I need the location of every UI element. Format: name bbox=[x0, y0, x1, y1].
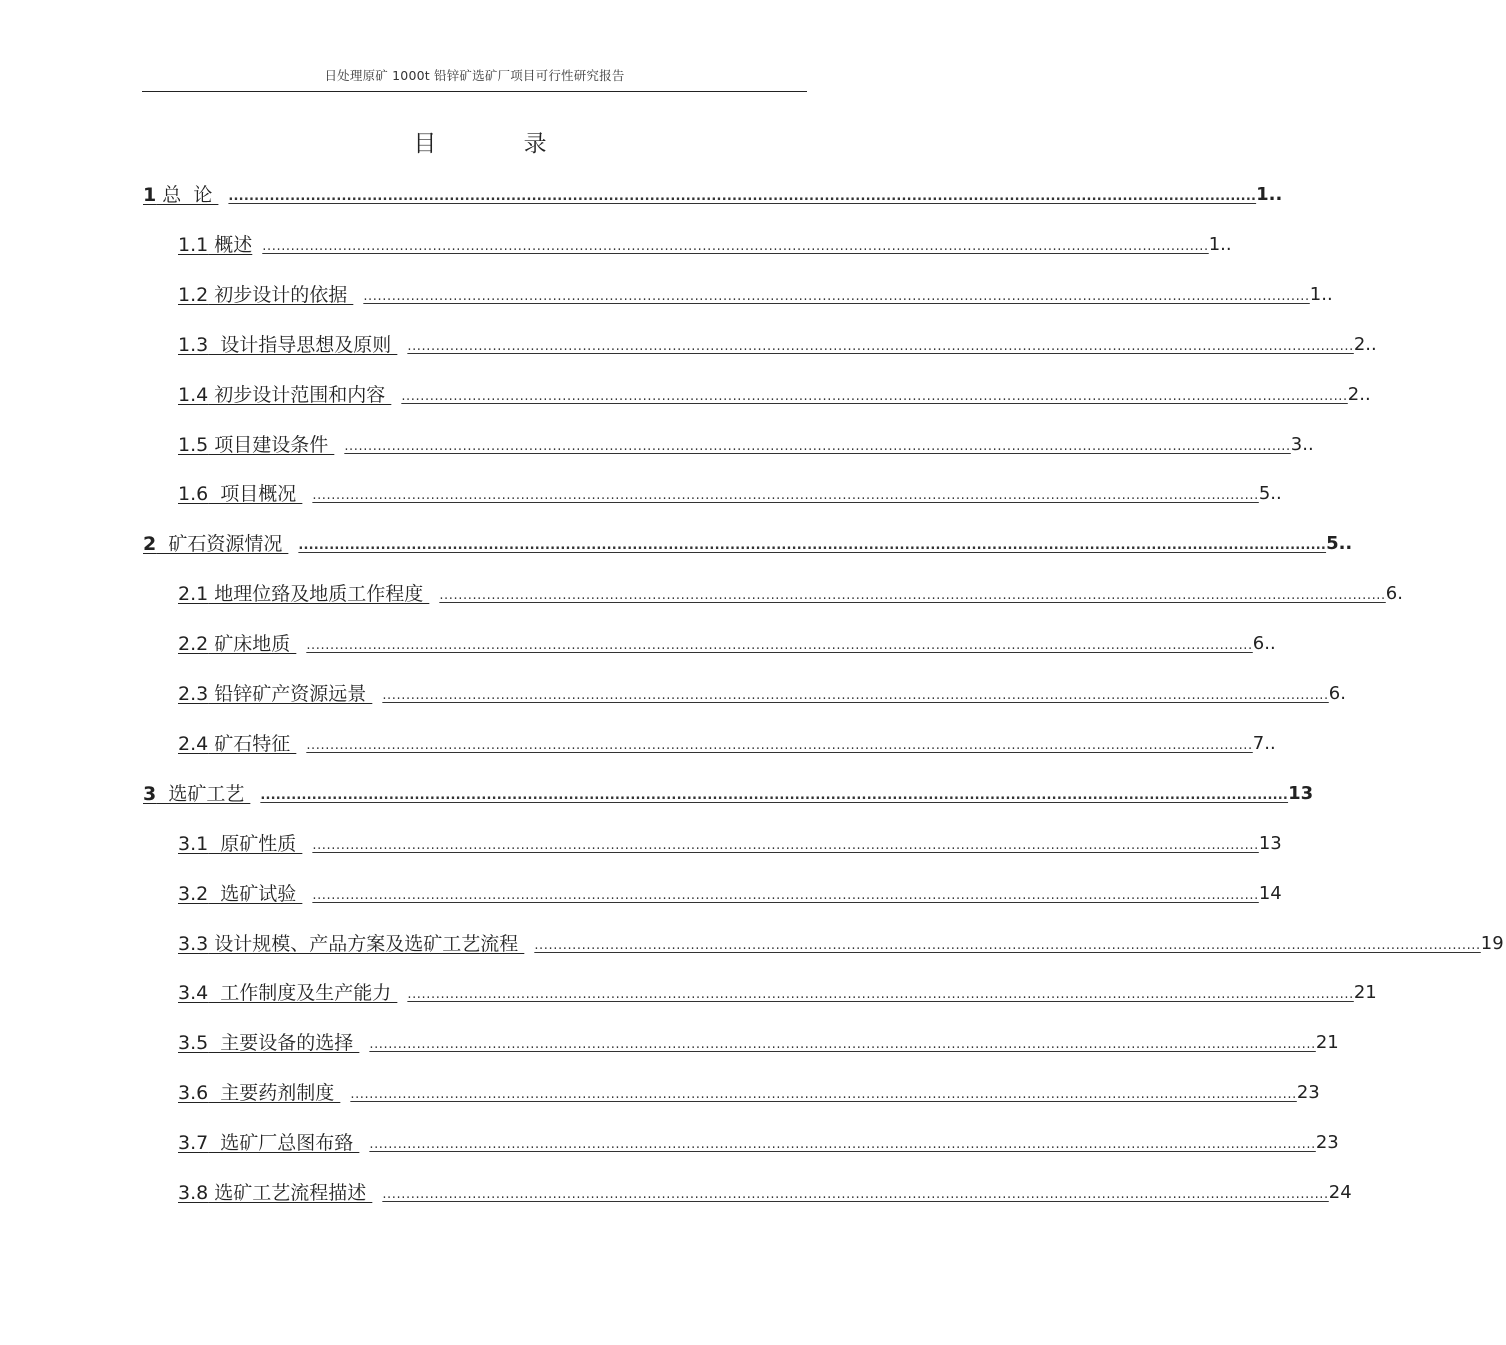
toc-entry-text: 选矿工艺流程描述 bbox=[208, 1182, 373, 1204]
toc-entry-number: 1.6 bbox=[178, 483, 209, 505]
toc-entry-text: 初步设计的依据 bbox=[208, 284, 354, 306]
toc-entry-page: 5.. bbox=[1326, 533, 1353, 554]
toc-entry-label bbox=[178, 332, 397, 358]
toc-entry-text: 总 论 bbox=[156, 184, 219, 206]
toc-entry-label bbox=[178, 1130, 359, 1156]
toc-entry-text: 地理位臵及地质工作程度 bbox=[208, 583, 430, 605]
toc-entry-text: 概述 bbox=[208, 234, 253, 256]
toc-entry-text: 铅锌矿产资源远景 bbox=[208, 683, 373, 705]
toc-entry-page: 7.. bbox=[1252, 733, 1276, 754]
toc-entry-page: 14 bbox=[1258, 883, 1282, 904]
toc-entry-label bbox=[178, 681, 372, 707]
toc-entry-page: 2.. bbox=[1347, 384, 1371, 405]
toc-entry-1-2[interactable] bbox=[178, 280, 1333, 308]
running-header: 日处理原矿 1000t 铅锌矿选矿厂项目可行性研究报告 bbox=[324, 68, 625, 83]
toc-leader-dots: ........................................................................................................................................................................................................ bbox=[306, 638, 1253, 653]
toc-leader-dots: ........................................................................................................................................................................................................ bbox=[363, 289, 1310, 304]
toc-entry-number: 1.5 bbox=[178, 434, 209, 456]
toc-entry-3[interactable] bbox=[143, 779, 1314, 807]
toc-leader-dots: ........................................................................................................................................................................................................ bbox=[401, 389, 1348, 404]
toc-entry-label bbox=[178, 1080, 340, 1106]
toc-leader-dots: ........................................................................................................................................................................................................ bbox=[312, 888, 1259, 903]
toc-entry-2-1[interactable] bbox=[178, 579, 1403, 607]
toc-leader-dots: ........................................................................................................................................................................................................ bbox=[382, 1187, 1329, 1202]
toc-leader-dots: ........................................................................................................................................................................................................ bbox=[306, 738, 1253, 753]
toc-entry-1-1[interactable] bbox=[178, 230, 1232, 258]
toc-entry-label bbox=[178, 1180, 372, 1206]
toc-entry-number: 3.7 bbox=[178, 1132, 209, 1154]
toc-entry-number: 2.2 bbox=[178, 633, 209, 655]
toc-leader-dots: ........................................................................................................................................................................................................ bbox=[439, 588, 1386, 603]
toc-entry-page: 6.. bbox=[1252, 633, 1276, 654]
toc-entry-text: 项目建设条件 bbox=[208, 434, 335, 456]
toc-entry-page: 3.. bbox=[1290, 434, 1314, 455]
toc-entry-number: 2.3 bbox=[178, 683, 209, 705]
toc-entry-3-7[interactable] bbox=[178, 1128, 1339, 1156]
toc-entry-number: 3.3 bbox=[178, 933, 209, 955]
toc-entry-label bbox=[178, 831, 302, 857]
toc-entry-number: 3.5 bbox=[178, 1032, 209, 1054]
toc-entry-1-5[interactable] bbox=[178, 430, 1314, 458]
toc-entry-page: 6. bbox=[1328, 683, 1346, 704]
toc-entry-label bbox=[178, 980, 397, 1006]
toc-leader-dots: ........................................................................................................................................................................................................ bbox=[369, 1137, 1316, 1152]
toc-entry-label bbox=[178, 581, 429, 607]
toc-entry-label bbox=[178, 1030, 359, 1056]
toc-entry-label bbox=[178, 931, 524, 957]
toc-leader-dots: ........................................................................................................................................................................................................ bbox=[369, 1037, 1316, 1052]
toc-entry-page: 1.. bbox=[1309, 284, 1333, 305]
toc-entry-page: 24 bbox=[1328, 1182, 1352, 1203]
toc-entry-text: 选矿试验 bbox=[208, 883, 303, 905]
toc-entry-text: 设计规模、产品方案及选矿工艺流程 bbox=[208, 933, 525, 955]
toc-entry-label bbox=[143, 781, 250, 807]
toc-entry-3-2[interactable] bbox=[178, 879, 1282, 907]
toc-entry-page: 6. bbox=[1385, 583, 1403, 604]
toc-entry-label bbox=[178, 481, 302, 507]
toc-entry-page: 23 bbox=[1296, 1082, 1320, 1103]
toc-entry-page: 2.. bbox=[1353, 334, 1377, 355]
toc-leader-dots: ........................................................................................................................................................................................................ bbox=[407, 987, 1354, 1002]
toc-entry-3-1[interactable] bbox=[178, 829, 1282, 857]
toc-entry-number: 2 bbox=[143, 533, 157, 555]
toc-entry-3-5[interactable] bbox=[178, 1028, 1339, 1056]
toc-entry-page: 13 bbox=[1288, 783, 1314, 804]
toc-entry-2-2[interactable] bbox=[178, 629, 1276, 657]
toc-leader-dots: ........................................................................................................................................................................................................ bbox=[262, 239, 1209, 254]
toc-entry-number: 2.4 bbox=[178, 733, 209, 755]
toc-entry-text: 矿石特征 bbox=[208, 733, 297, 755]
page-title: 目 录 bbox=[413, 131, 587, 157]
toc-entry-page: 21 bbox=[1315, 1032, 1339, 1053]
toc-entry-text: 主要设备的选择 bbox=[208, 1032, 360, 1054]
toc-entry-number: 1.2 bbox=[178, 284, 209, 306]
toc-entry-label bbox=[143, 182, 218, 208]
toc-leader-dots: ........................................................................................................................................................................................................ bbox=[312, 488, 1259, 503]
toc-entry-label bbox=[178, 731, 296, 757]
toc-entry-page: 1.. bbox=[1208, 234, 1232, 255]
toc-entry-text: 矿床地质 bbox=[208, 633, 297, 655]
toc-entry-number: 1 bbox=[143, 184, 157, 206]
toc-entry-number: 1.1 bbox=[178, 234, 209, 256]
toc-entry-page: 21 bbox=[1353, 982, 1377, 1003]
toc-entry-text: 项目概况 bbox=[208, 483, 303, 505]
toc-entry-number: 3.8 bbox=[178, 1182, 209, 1204]
toc-entry-label bbox=[143, 531, 288, 557]
toc-leader-dots: ........................................................................................................................................................................................................ bbox=[407, 339, 1354, 354]
toc-leader-dots: ........................................................................................................................................................................................................ bbox=[382, 688, 1329, 703]
toc-entry-page: 1.. bbox=[1256, 184, 1283, 205]
toc-entry-label bbox=[178, 432, 334, 458]
toc-entry-label bbox=[178, 881, 302, 907]
toc-entry-number: 2.1 bbox=[178, 583, 209, 605]
toc-entry-page: 23 bbox=[1315, 1132, 1339, 1153]
toc-entry-page: 13 bbox=[1258, 833, 1282, 854]
toc-entry-1[interactable] bbox=[143, 180, 1283, 208]
toc-entry-2-4[interactable] bbox=[178, 729, 1276, 757]
toc-entry-text: 设计指导思想及原则 bbox=[208, 334, 398, 356]
toc-entry-3-4[interactable] bbox=[178, 978, 1377, 1006]
toc-entry-text: 选矿工艺 bbox=[156, 783, 251, 805]
toc-entry-text: 工作制度及生产能力 bbox=[208, 982, 398, 1004]
toc-leader-dots: ........................................................................................................................................................................................................ bbox=[260, 788, 1289, 803]
toc-entry-number: 1.4 bbox=[178, 384, 209, 406]
toc-entry-3-6[interactable] bbox=[178, 1078, 1320, 1106]
toc-entry-1-6[interactable] bbox=[178, 479, 1282, 507]
toc-entry-label bbox=[178, 631, 296, 657]
toc-entry-label bbox=[178, 282, 353, 308]
toc-entry-text: 初步设计范围和内容 bbox=[208, 384, 392, 406]
toc-entry-2[interactable] bbox=[143, 529, 1353, 557]
toc-leader-dots: ........................................................................................................................................................................................................ bbox=[228, 189, 1257, 204]
toc-leader-dots: ........................................................................................................................................................................................................ bbox=[312, 838, 1259, 853]
toc-leader-dots: ........................................................................................................................................................................................................ bbox=[344, 439, 1291, 454]
toc-entry-page: 19 bbox=[1480, 933, 1504, 954]
toc-entry-text: 矿石资源情况 bbox=[156, 533, 289, 555]
toc-entry-2-3[interactable] bbox=[178, 679, 1346, 707]
toc-entry-number: 3.1 bbox=[178, 833, 209, 855]
toc-entry-page: 5.. bbox=[1258, 483, 1282, 504]
toc-entry-1-4[interactable] bbox=[178, 380, 1371, 408]
toc-entry-number: 3.4 bbox=[178, 982, 209, 1004]
toc-leader-dots: ........................................................................................................................................................................................................ bbox=[298, 538, 1327, 553]
toc-entry-text: 主要药剂制度 bbox=[208, 1082, 341, 1104]
toc-entry-1-3[interactable] bbox=[178, 330, 1377, 358]
toc-entry-number: 3.2 bbox=[178, 883, 209, 905]
toc-entry-text: 选矿厂总图布臵 bbox=[208, 1132, 360, 1154]
toc-entry-label bbox=[178, 382, 391, 408]
toc-entry-text: 原矿性质 bbox=[208, 833, 303, 855]
toc-leader-dots: ........................................................................................................................................................................................................ bbox=[534, 938, 1481, 953]
toc-entry-3-3[interactable] bbox=[178, 929, 1504, 957]
toc-entry-3-8[interactable] bbox=[178, 1178, 1352, 1206]
toc-entry-number: 1.3 bbox=[178, 334, 209, 356]
toc-entry-label bbox=[178, 232, 252, 258]
toc-leader-dots: ........................................................................................................................................................................................................ bbox=[350, 1087, 1297, 1102]
toc-entry-number: 3.6 bbox=[178, 1082, 209, 1104]
toc-entry-number: 3 bbox=[143, 783, 157, 805]
